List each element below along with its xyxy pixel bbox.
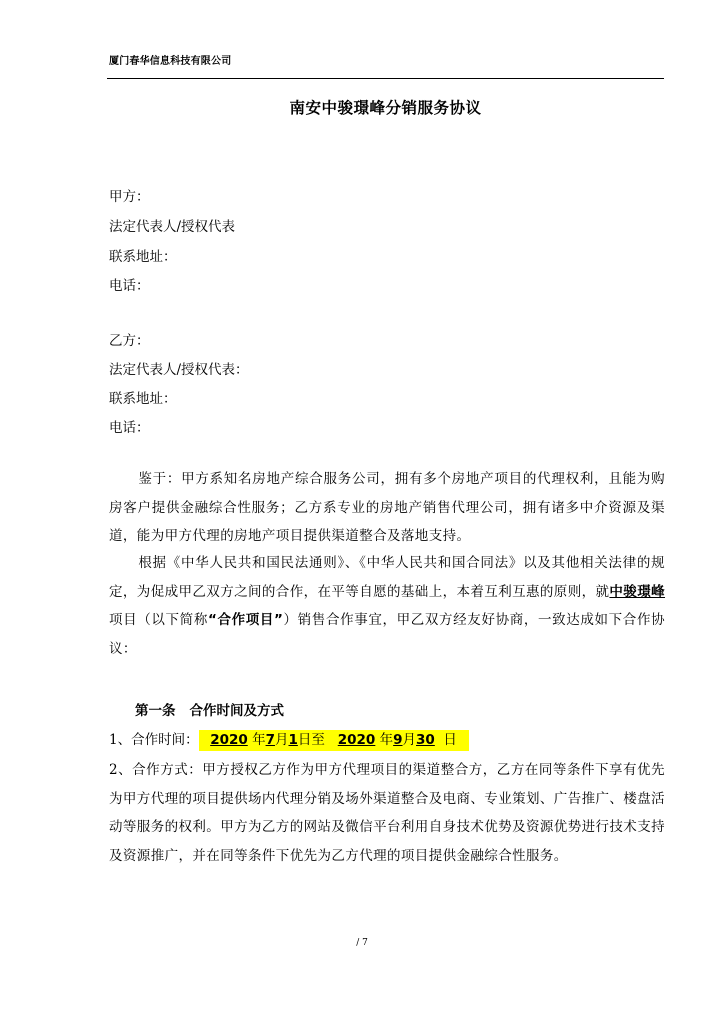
recital-paragraph-1 xyxy=(109,465,665,551)
party-a-label: 甲方： xyxy=(109,189,150,205)
clause-2-text: 2、合作方式：甲方授权乙方作为甲方代理项目的渠道整合方，乙方在同等条件下享有优先为甲方代理的项目提供场内代理分销及场外渠道整合及电商、专业策划、广告推广、楼盘活动等服务的权利。甲方为乙方的网站及微信平台利用自身技术优势及资源优势进行技术支持及资源推广，并在同等条件下优先为乙方代理的项目提供金融综合性服务。 xyxy=(109,762,665,864)
start-year-char: 年 xyxy=(252,732,266,748)
page-number: / 7 xyxy=(356,938,368,948)
date-range-highlight xyxy=(199,730,469,751)
end-year-char: 年 xyxy=(379,732,394,748)
start-month: 7 xyxy=(265,732,275,748)
header-divider xyxy=(107,78,664,79)
start-month-char: 月 xyxy=(274,732,289,748)
article-1-heading xyxy=(135,699,284,719)
clause-1-label: 1、合作时间： xyxy=(109,732,199,748)
end-month: 9 xyxy=(393,732,403,748)
article-1-title: 合作时间及方式 xyxy=(189,703,284,719)
recital-2-text-c: ）销售合作事宜，甲乙双方经友好协商，一致达成如下合作协议： xyxy=(109,612,665,657)
end-day: 30 xyxy=(416,732,435,748)
header-company-name: 厦门春华信息科技有限公司 xyxy=(109,56,232,67)
date-to-text: 日至 xyxy=(297,732,325,748)
clause-2-paragraph xyxy=(109,756,665,870)
party-b-phone: 电话： xyxy=(109,420,150,436)
article-1-number: 第一条 xyxy=(135,703,176,719)
project-short-name: “合作项目” xyxy=(207,612,284,628)
recital-2-text-b: 项目（以下简称 xyxy=(109,612,208,628)
recital-paragraph-2 xyxy=(109,549,665,663)
end-month-char: 月 xyxy=(402,732,417,748)
party-a-phone: 电话： xyxy=(109,278,150,294)
party-b-label: 乙方： xyxy=(109,333,150,349)
end-year: 2020 xyxy=(337,732,376,748)
party-b-rep: 法定代表人/授权代表： xyxy=(109,362,249,378)
clause-1-cooperation-period xyxy=(109,728,469,748)
document-title: 南安中骏璟峰分销服务协议 xyxy=(289,99,482,117)
party-a-address: 联系地址： xyxy=(109,249,177,265)
end-day-char: 日 xyxy=(443,732,457,748)
recital-2-text-a: 根据《中华人民共和国民法通则》、《中华人民共和国合同法》以及其他相关法律的规定，为促成甲乙双方之间的合作，在平等自愿的基础上，本着互利互惠的原则，就 xyxy=(109,555,665,600)
recital-1-text: 鉴于：甲方系知名房地产综合服务公司，拥有多个房地产项目的代理权利，且能为购房客户提供金融综合性服务；乙方系专业的房地产销售代理公司，拥有诸多中介资源及渠道，能为甲方代理的房地产项目提供渠道整合及落地支持。 xyxy=(109,471,665,544)
start-day: 1 xyxy=(288,732,298,748)
start-year: 2020 xyxy=(210,732,248,748)
project-name: 中骏璟峰 xyxy=(609,583,666,600)
party-a-rep: 法定代表人/授权代表 xyxy=(109,219,236,235)
party-b-address: 联系地址： xyxy=(109,391,177,407)
